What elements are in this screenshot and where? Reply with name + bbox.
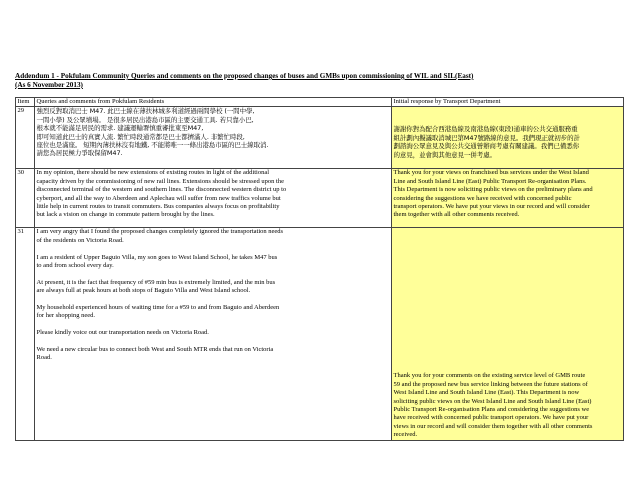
response-line: 劃諮詢公眾意見及與公共交通營辦商考慮有關建議。我們已備悉你 [393,142,580,151]
response-line: Line and South Island Line (East) Public Transport Re-organisation Plans. [393,177,587,185]
query-line: 強烈反對取消巴士 M47. 此巴士線在薄扶林城多利道經過兩間學校 (一間中學, [36,107,255,116]
table-header-row [16,98,624,107]
response-cell [392,107,624,169]
response-line: Public Transport Re-organisation Plans and considering the suggestions we [393,406,590,414]
table-row [16,228,624,440]
query-line: cyberport, and all the way to Aberdeen and Aplechau will suffer from new traffics volume but [36,194,281,202]
response-line: This Department is now soliciting public views on the preliminary plans and [393,186,593,194]
table-row [16,107,624,169]
query-line: 一間小學) 及公眾墳場。 是很多居民出港島市區的主要交通工具. 若只靠小巴, [36,115,254,124]
query-line: Road. [36,354,52,362]
item-number: 31 [16,228,35,440]
query-line: 根本就不能滿足居民的需求. 建議運輸署慎重審批東至M47, [36,124,204,133]
response-line: transport operators. We have put your views in our record and will consider [393,203,590,211]
item-number: 29 [16,107,35,169]
header-response: Initial response by Transport Department [392,98,624,107]
response-line: 謝謝你對為配合西港島線及南港島線(東段)通車的公共交通服務重 [393,125,578,134]
response-line: 的意見，並會與其他意見一併考慮。 [393,150,496,159]
response-line: 59 and the proposed new bus service linking between the future stations of [393,380,588,388]
query-cell [35,107,392,169]
query-line: 即可知道此巴士的真實人流. 繁忙時段通常都是巴士都擠滿人. 非繁忙時段, [36,132,245,141]
response-line: have received with concerned public transport operators. We have put your [393,414,589,422]
query-line: We need a new circular bus to connect both West and South MTR ends that run on Victoria [36,346,274,354]
response-line: 組計劃內擬議取消城巴第M47號路線的意見。我們現正就初步的計 [393,133,580,142]
query-line: of the residents on Victoria Road. [36,236,124,244]
queries-table [15,97,624,441]
addendum-heading [15,72,615,90]
query-cell [35,169,392,228]
query-line: capacity driven by the commissioning of new rail lines. Extensions should be stressed upon the [36,177,284,185]
query-line: I am very angry that I found the proposed changes completely ignored the transportation needs [36,228,284,236]
table-row [16,169,624,228]
query-line: disconnected terminal of the western and southern lines. The disconnected western district up to [36,186,287,194]
header-item: Item [16,98,35,107]
query-line: but lack a vision on change in commute pattern brought by the lines. [36,211,215,219]
response-line: West Island Line and South Island Line (East). This Department is now [393,389,580,397]
query-cell [35,228,392,440]
query-line: for her shopping need. [36,312,95,320]
response-line: soliciting public views on the West Island Line and South Island Line (East) [393,397,592,405]
response-line: Thank you for your comments on the existing service level of GMB route [393,372,586,380]
query-line: 請您為居民極力爭取保留M47. [36,149,123,158]
query-line: to and from school every day. [36,262,114,270]
query-line: At present, it is the fact that frequency of #59 min bus is extremely limited, and the min bus [36,278,276,286]
addendum-title: Addendum 1 - Pokfulam Community Queries and comments on the proposed changes of buses and GMBs upon commissioning of WIL and SIL(East) [15,72,474,80]
query-line: are always full at peak hours at both stops of Baguio Villa and West Island school. [36,287,251,295]
response-cell [392,228,624,440]
query-line: Please kindly voice out our transportation needs on Victoria Road. [36,329,209,337]
query-line: In my opinion, there should be new extensions of existing routes in light of the additional [36,169,270,177]
response-line: them together with all other comments received. [393,211,520,219]
item-number: 30 [16,169,35,228]
addendum-date: (As 6 November 2013) [15,81,83,89]
query-line: little help in current routes to transit commuters. Bus companies always focus on profitability [36,203,280,211]
query-line: I am a resident of Upper Baguio Villa, my son goes to West Island School, he takes M47 bus [36,253,278,261]
response-line: received. [393,431,418,439]
response-line: Thank you for your views on franchised bus services under the West Island [393,169,589,177]
response-cell [392,169,624,228]
response-line: views in our record and will consider them together with all other comments [393,422,593,430]
query-line: My household experienced hours of waiting time for a #59 to and from Baguio and Aberdeen [36,304,280,312]
header-queries: Queries and comments from Pokfulam Residents [35,98,392,107]
query-line: 座位也是滿座。 短期內薄扶林沒有地鐵, 不能將唯一一條出港島市區的巴士線取消. [36,141,269,150]
response-line: considering the suggestions we have received with concerned public [393,194,572,202]
